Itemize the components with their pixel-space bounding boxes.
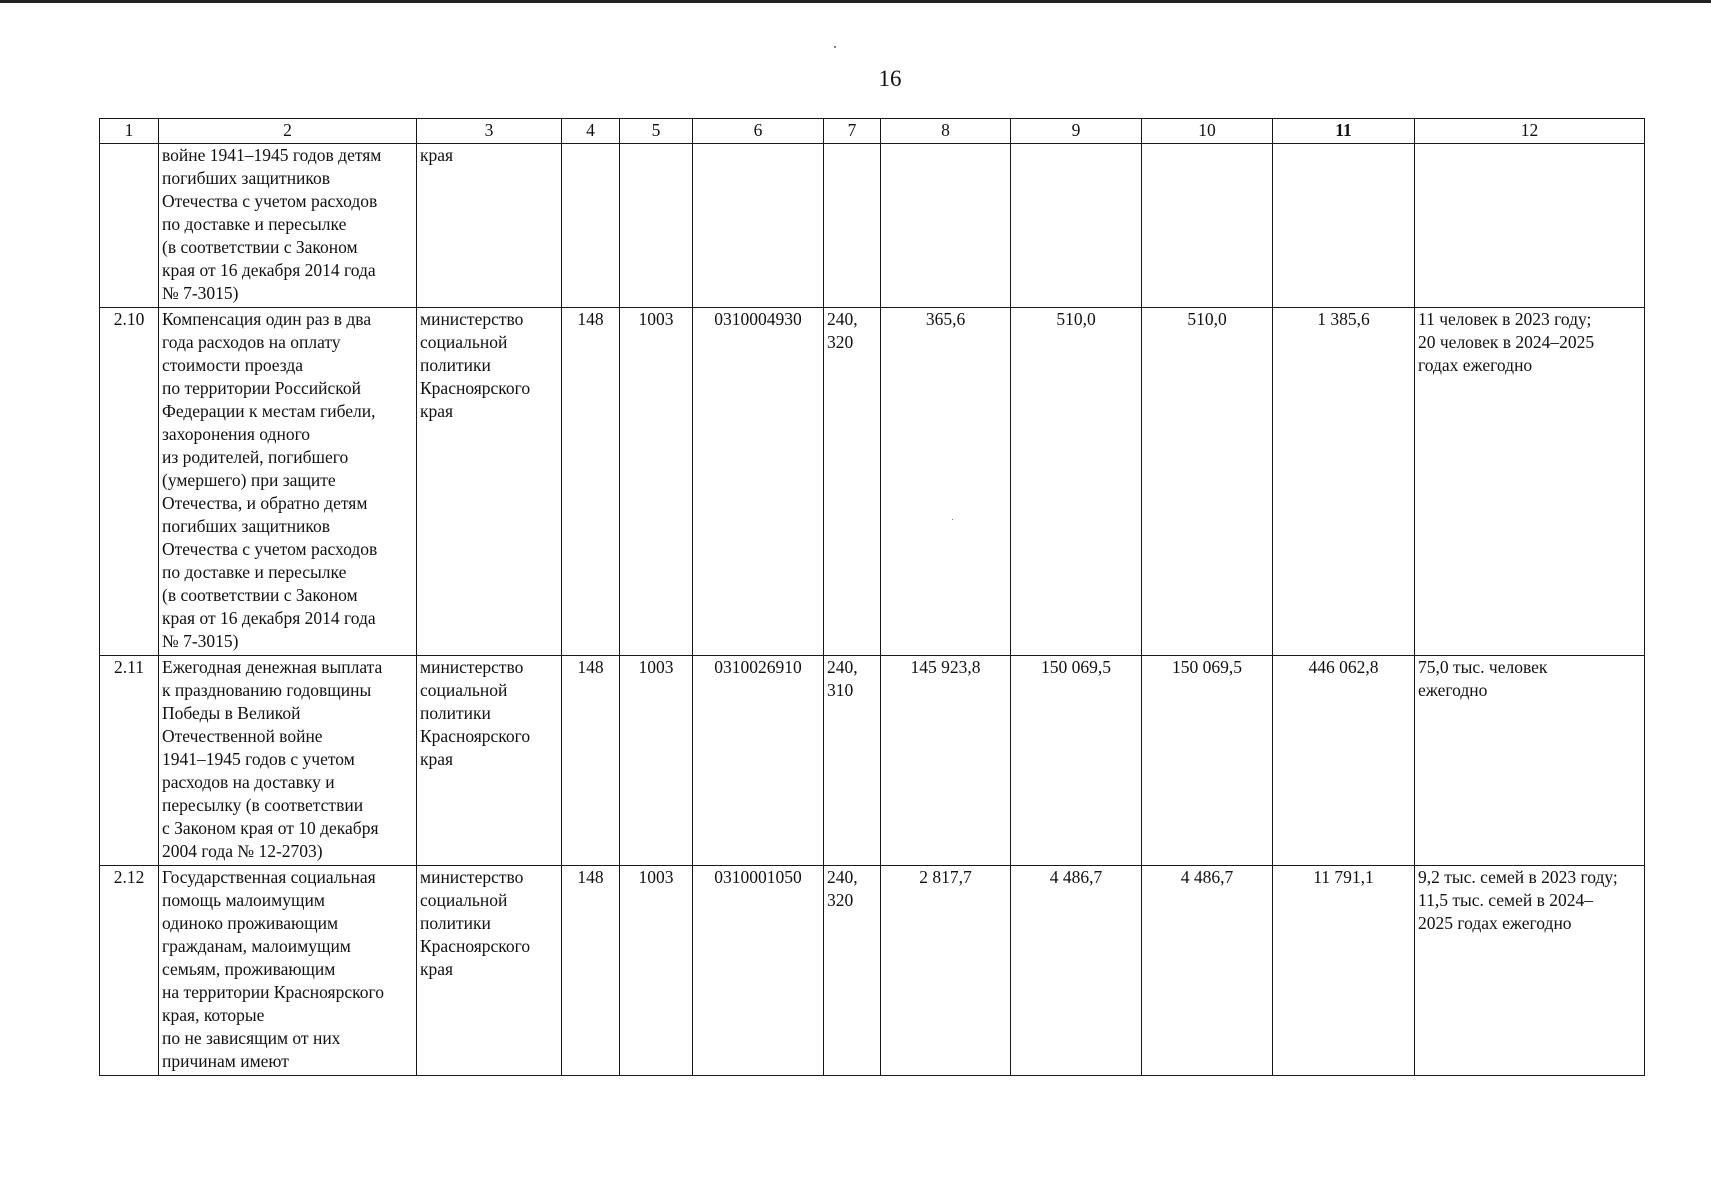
agency-cell: министерство социальной политики Красноярского края [417, 308, 562, 656]
column-header: 2 [159, 119, 417, 144]
column-header: 4 [562, 119, 620, 144]
amount-2025-cell: 510,0 [1142, 308, 1273, 656]
expense-type-cell: 240, 320 [824, 308, 881, 656]
column-header: 3 [417, 119, 562, 144]
section-code-cell: 1003 [620, 866, 693, 1076]
total-amount-cell: 1 385,6 [1273, 308, 1415, 656]
amount-2023-cell: 145 923,8 [881, 656, 1011, 866]
scan-top-border [0, 0, 1711, 3]
amount-2025-cell: 4 486,7 [1142, 866, 1273, 1076]
amount-2024-cell [1011, 144, 1142, 308]
expected-result-cell: 9,2 тыс. семей в 2023 году; 11,5 тыс. семей в 2024– 2025 годах ежегодно [1415, 866, 1645, 1076]
target-article-cell: 0310004930 [693, 308, 824, 656]
amount-2024-cell: 150 069,5 [1011, 656, 1142, 866]
table-row [100, 866, 1645, 1076]
page-number: 16 [878, 66, 902, 91]
scan-speck [834, 46, 836, 48]
table-row [100, 656, 1645, 866]
section-code-cell: 1003 [620, 656, 693, 866]
row-number-cell: 2.12 [100, 866, 159, 1076]
total-amount-cell: 446 062,8 [1273, 656, 1415, 866]
agency-cell: министерство социальной политики Красноярского края [417, 866, 562, 1076]
grbs-code-cell: 148 [562, 656, 620, 866]
row-number-cell: 2.11 [100, 656, 159, 866]
expected-result-cell: 11 человек в 2023 году; 20 человек в 2024–2025 годах ежегодно [1415, 308, 1645, 656]
row-number-cell [100, 144, 159, 308]
amount-2024-cell: 4 486,7 [1011, 866, 1142, 1076]
measure-description-cell: Государственная социальная помощь малоимущим одиноко проживающим гражданам, малоимущим семьям, проживающим на территории Красноярского края, которые по не зависящим от них причинам имеют [159, 866, 417, 1076]
measure-description-cell: войне 1941–1945 годов детям погибших защитников Отечества с учетом расходов по доставке и пересылке (в соответствии с Законом края от 16 декабря 2014 года № 7-3015) [159, 144, 417, 308]
budget-table [99, 118, 1645, 1076]
agency-cell: края [417, 144, 562, 308]
column-header: 5 [620, 119, 693, 144]
row-number-cell: 2.10 [100, 308, 159, 656]
target-article-cell: 0310026910 [693, 656, 824, 866]
column-header: 1 [100, 119, 159, 144]
column-header: 9 [1011, 119, 1142, 144]
column-header: 6 [693, 119, 824, 144]
expense-type-cell: 240, 310 [824, 656, 881, 866]
expected-result-cell [1415, 144, 1645, 308]
measure-description-cell: Компенсация один раз в два года расходов на оплату стоимости проезда по территории Российской Федерации к местам гибели, захоронения одного из родителей, погибшего (умершего) при защите Отечества, и обратно детям погибших защитников Отечества с учетом расходов по доставке и пересылке (в соответствии с Законом края от 16 декабря 2014 года № 7-3015) [159, 308, 417, 656]
grbs-code-cell: 148 [562, 866, 620, 1076]
section-code-cell [620, 144, 693, 308]
column-header: 7 [824, 119, 881, 144]
column-number-row [100, 119, 1645, 144]
expected-result-cell: 75,0 тыс. человек ежегодно [1415, 656, 1645, 866]
table-row [100, 308, 1645, 656]
amount-2023-cell: 365,6 [881, 308, 1011, 656]
grbs-code-cell: 148 [562, 308, 620, 656]
column-header: 8 [881, 119, 1011, 144]
table-row [100, 144, 1645, 308]
amount-2024-cell: 510,0 [1011, 308, 1142, 656]
amount-2023-cell [881, 144, 1011, 308]
amount-2025-cell: 150 069,5 [1142, 656, 1273, 866]
grbs-code-cell [562, 144, 620, 308]
column-header: 12 [1415, 119, 1645, 144]
section-code-cell: 1003 [620, 308, 693, 656]
total-amount-cell [1273, 144, 1415, 308]
column-header: 11 [1273, 119, 1415, 144]
target-article-cell: 0310001050 [693, 866, 824, 1076]
total-amount-cell: 11 791,1 [1273, 866, 1415, 1076]
measure-description-cell: Ежегодная денежная выплата к празднованию годовщины Победы в Великой Отечественной войне 1941–1945 годов с учетом расходов на доставку и пересылку (в соответствии с Законом края от 10 декабря 2004 года № 12-2703) [159, 656, 417, 866]
amount-2023-cell: 2 817,7 [881, 866, 1011, 1076]
column-header: 10 [1142, 119, 1273, 144]
expense-type-cell [824, 144, 881, 308]
target-article-cell [693, 144, 824, 308]
agency-cell: министерство социальной политики Красноярского края [417, 656, 562, 866]
expense-type-cell: 240, 320 [824, 866, 881, 1076]
amount-2025-cell [1142, 144, 1273, 308]
